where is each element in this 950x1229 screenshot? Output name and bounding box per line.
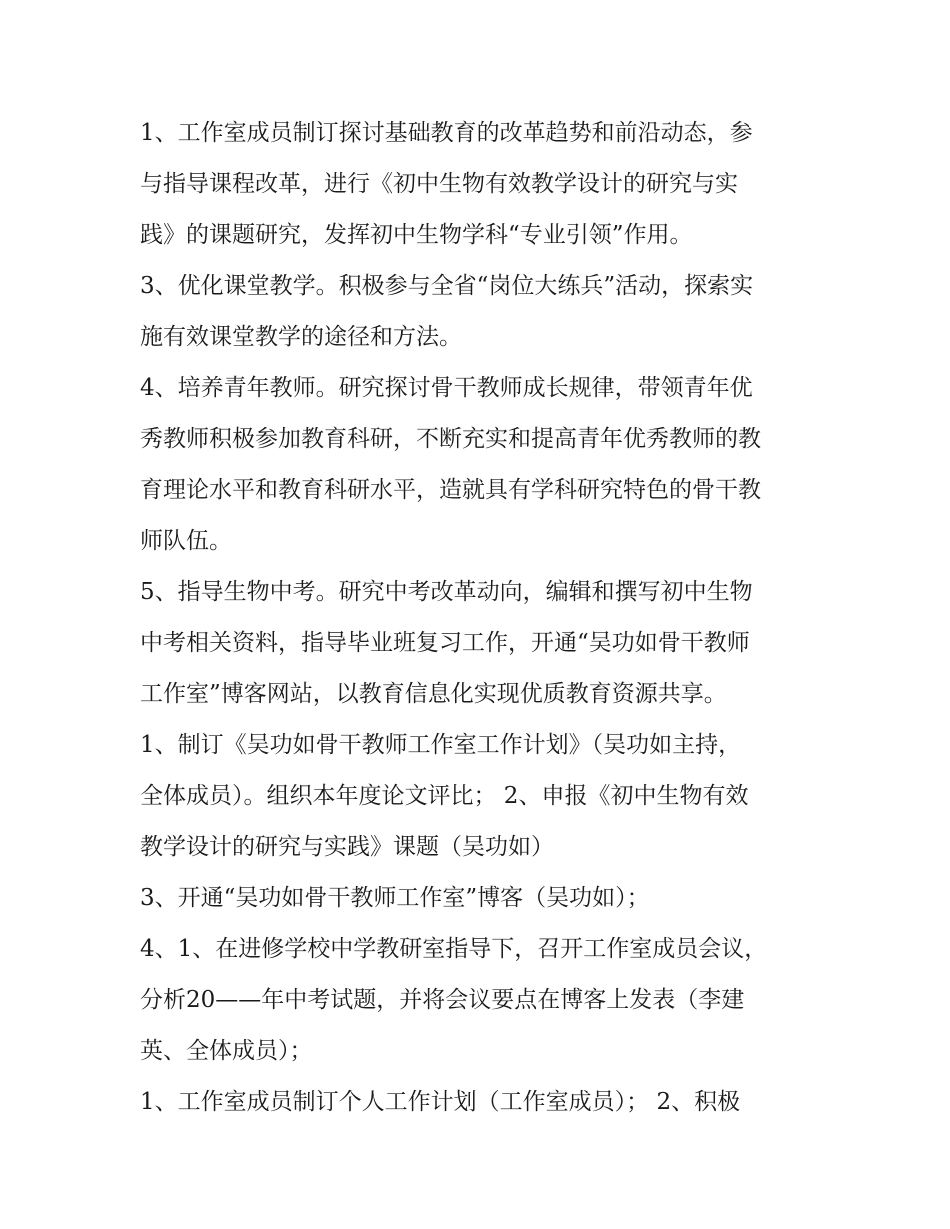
text-line-9: 师队伍。 (140, 528, 232, 554)
text-line-5: 施有效课堂教学的途径和方法。 (140, 324, 462, 350)
text-line-11: 中考相关资料，指导毕业班复习工作，开通“吴功如骨干教师 (140, 630, 750, 656)
text-line-16: 3、开通“吴功如骨干教师工作室”博客（吴功如）； (140, 885, 650, 911)
text-line-7: 秀教师积极参加教育科研，不断充实和提高青年优秀教师的教 (140, 426, 761, 452)
text-line-2: 与指导课程改革，进行《初中生物有效教学设计的研究与实 (140, 171, 738, 197)
document-body (140, 108, 820, 1128)
text-line-14: 全体成员）。组织本年度论文评比； 2、申报《初中生物有效 (140, 783, 749, 809)
text-line-15: 教学设计的研究与实践》课题（吴功如） (140, 834, 554, 860)
text-line-3: 践》的课题研究，发挥初中生物学科“专业引领”作用。 (140, 222, 693, 248)
text-line-12: 工作室”博客网站，以教育信息化实现优质教育资源共享。 (140, 681, 727, 707)
text-line-19: 英、全体成员）； (140, 1038, 313, 1064)
text-line-17: 4、1、在进修学校中学教研室指导下，召开工作室成员会议， (140, 936, 768, 962)
text-line-20: 1、工作室成员制订个人工作计划（工作室成员）； 2、积极 (140, 1089, 741, 1115)
text-line-6: 4、培养青年教师。研究探讨骨干教师成长规律，带领青年优 (140, 375, 753, 401)
text-line-8: 育理论水平和教育科研水平，造就具有学科研究特色的骨干教 (140, 477, 761, 503)
text-line-13: 1、制订《吴功如骨干教师工作室工作计划》（吴功如主持， (140, 732, 742, 758)
text-line-18: 分析20——年中考试题，并将会议要点在博客上发表（李建 (140, 987, 745, 1013)
text-line-10: 5、指导生物中考。研究中考改革动向，编辑和撰写初中生物 (140, 579, 753, 605)
text-line-1: 1、工作室成员制订探讨基础教育的改革趋势和前沿动态，参 (140, 120, 753, 146)
text-line-4: 3、优化课堂教学。积极参与全省“岗位大练兵”活动，探索实 (140, 273, 754, 299)
